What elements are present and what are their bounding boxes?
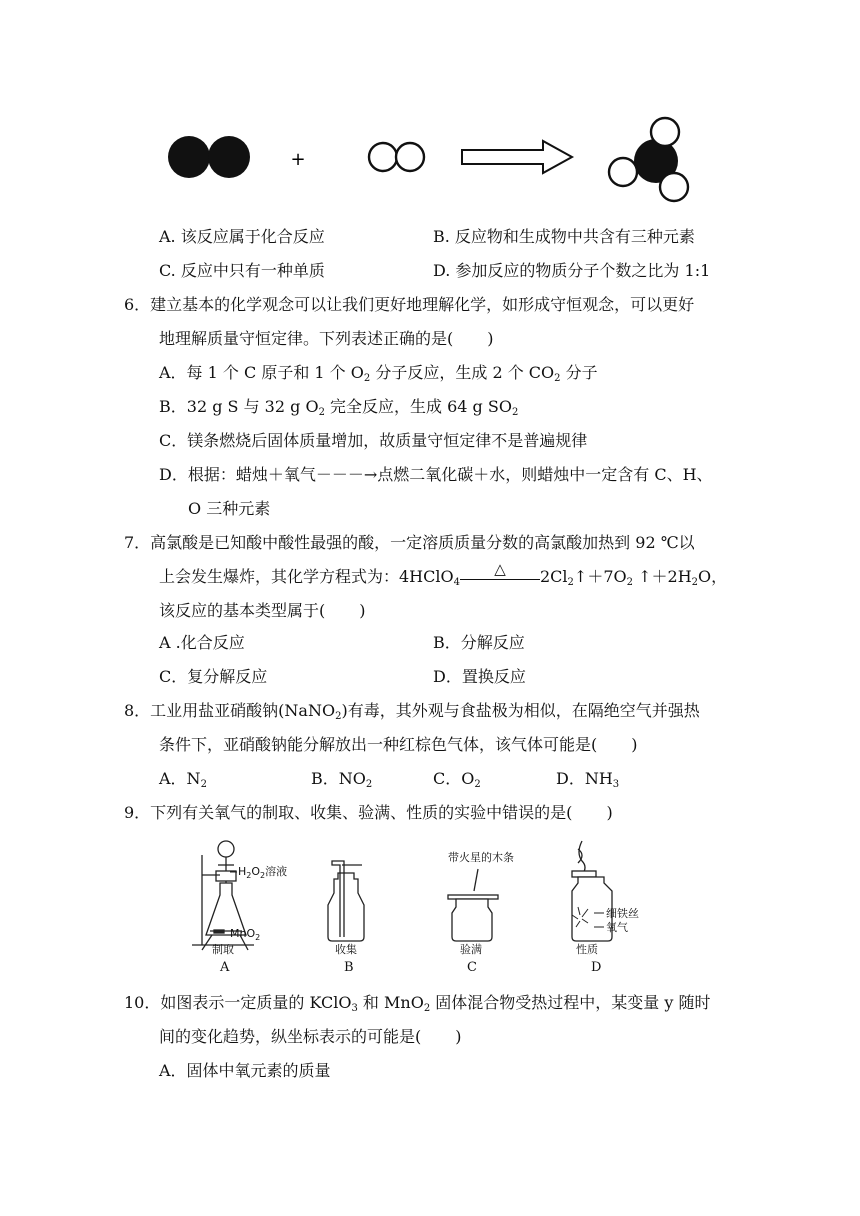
q8-stem-line1: 8．工业用盐亚硝酸钠(NaNO$_2$)有毒，其外观与食盐极为相似，在隔绝空气并强热 <box>124 701 700 722</box>
letter-b: B <box>344 960 354 975</box>
q9-stem: 9．下列有关氧气的制取、收集、验满、性质的实验中错误的是( ) <box>124 803 613 822</box>
q7-stem-line1: 7．高氯酸是已知酸中酸性最强的酸，一定溶质质量分数的高氯酸加热到 92 ℃以 <box>124 533 695 552</box>
q7-equation-line: 上会发生爆炸，其化学方程式为：4HClO$_4$ △ $2Cl_2↑+7O_2$ $↑+2H_2O$， <box>159 560 728 588</box>
q8-option-a: A．$N_2$ <box>159 769 207 790</box>
q9-apparatus-figure <box>190 835 660 977</box>
q6-stem-line2 <box>159 326 494 349</box>
paren-close: ) <box>487 329 494 348</box>
q7-option-c: C．复分解反应 <box>159 667 268 686</box>
h2o2-label: $H_2O_2$溶液 <box>238 865 288 880</box>
letter-d: D <box>591 960 602 975</box>
q10-option-a: A．固体中氧元素的质量 <box>159 1061 331 1080</box>
q8-stem-line2: 条件下，亚硝酸钠能分解放出一种红棕色气体，该气体可能是( ) <box>159 735 638 754</box>
mno2-label: MnO$_2$ <box>230 927 261 942</box>
q8-option-c: C．$O_2$ <box>433 769 481 790</box>
q7-option-a: A .化合反应 <box>159 633 245 652</box>
q6-option-d-line1: D．根据：蜡烛＋氧气－－－→点燃二氧化碳＋水，则蜡烛中一定含有 C、H、 <box>159 465 713 484</box>
q10-stem-line1: 10．如图表示一定质量的 KClO$_3$ 和 MnO$_2$ 固体混合物受热过程中，某变量 y 随时 <box>124 993 711 1014</box>
q5-option-a: A. 该反应属于化合反应 <box>159 227 325 246</box>
caption-d: 性质 <box>576 943 598 956</box>
splint-label: 带火星的木条 <box>448 851 514 864</box>
caption-b: 收集 <box>335 943 357 956</box>
q6-option-b: B．32 g S 与 32 g $O_2$ 完全反应，生成 64 g $SO_2$ <box>159 397 519 418</box>
product-molecule <box>609 118 688 201</box>
q5-option-c: C. 反应中只有一种单质 <box>159 261 325 280</box>
q10-stem-line2: 间的变化趋势，纵坐标表示的可能是( ) <box>159 1027 462 1046</box>
reactant-molecule-white <box>369 143 424 171</box>
q5-option-d: D. 参加反应的物质分子个数之比为 1:1 <box>433 261 711 280</box>
q6-option-c: C．镁条燃烧后固体质量增加，故质量守恒定律不是普遍规律 <box>159 431 588 450</box>
iron-wire-label: 细铁丝 <box>606 907 639 920</box>
apparatus-b-collection <box>328 861 364 941</box>
q6-option-d-line2: O 三种元素 <box>188 499 271 518</box>
reaction-arrow <box>462 141 572 173</box>
oxygen-label: 氧气 <box>606 921 628 934</box>
q7-option-d: D．置换反应 <box>433 667 526 686</box>
letter-c: C <box>467 960 477 975</box>
heat-condition: △ <box>460 564 540 584</box>
q6-stem-line1: 6．建立基本的化学观念可以让我们更好地理解化学，如形成守恒观念，可以更好 <box>124 295 695 314</box>
q7-stem-line3: 该反应的基本类型属于( ) <box>159 601 366 620</box>
reaction-diagram <box>160 112 700 207</box>
plus-sign: + <box>290 149 306 170</box>
q5-option-b: B. 反应物和生成物中共含有三种元素 <box>433 227 695 246</box>
q8-option-b: B．$NO_2$ <box>311 769 373 790</box>
q7-option-b: B．分解反应 <box>433 633 525 652</box>
reactant-molecule-black <box>168 136 250 178</box>
apparatus-c-verify <box>448 869 498 941</box>
caption-c: 验满 <box>460 943 482 956</box>
caption-a: 制取 <box>212 943 234 956</box>
q6-stem-text: 地理解质量守恒定律。下列表述正确的是( <box>159 329 454 348</box>
letter-a: A <box>220 960 230 975</box>
q6-option-a: A．每 1 个 C 原子和 1 个 $O_2$ 分子反应，生成 2 个 $CO_2$ 分子 <box>159 363 598 384</box>
q8-option-d: D．$NH_3$ <box>556 769 620 790</box>
